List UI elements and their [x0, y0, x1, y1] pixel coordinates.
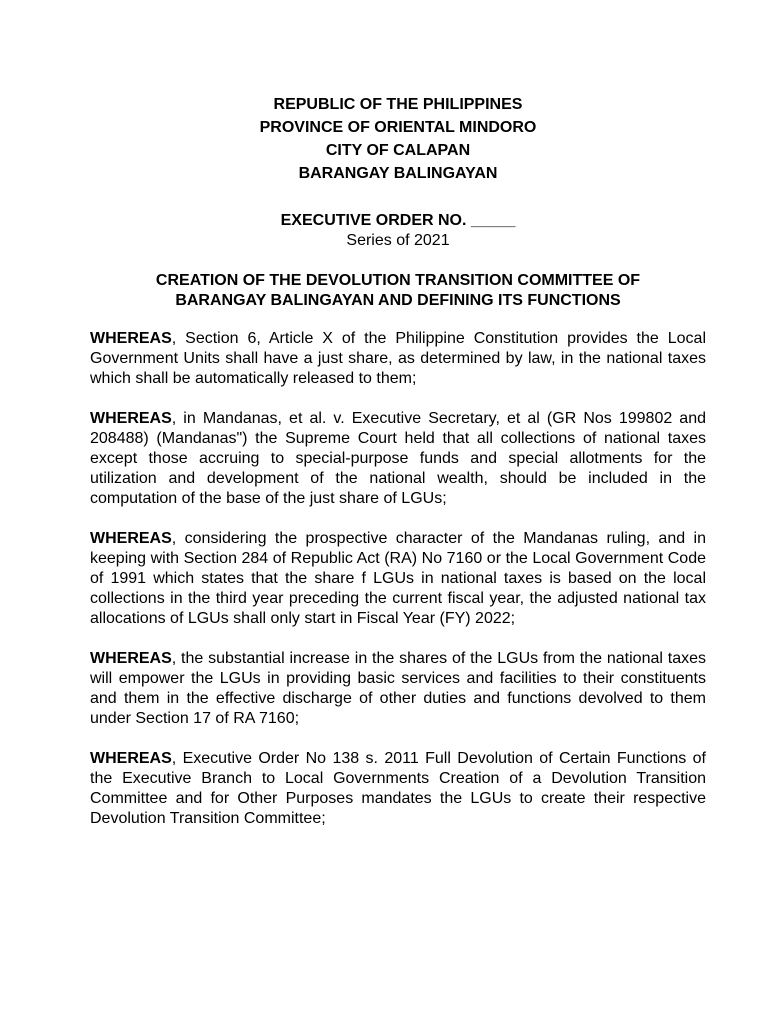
letterhead-city: CITY OF CALAPAN — [325, 142, 471, 159]
executive-order-number: EXECUTIVE ORDER NO. _____ — [280, 212, 516, 229]
whereas-text: , Section 6, Article X of the Philippine Constitution provides the Local Government Units shall have a just share, as determined by law, in the national taxes which shall be automatically released to them; — [90, 330, 706, 387]
whereas-lead: WHEREAS — [90, 650, 172, 667]
document-title-line-2: BARANGAY BALINGAYAN AND DEFINING ITS FUNCTIONS — [175, 292, 621, 309]
whereas-lead: WHEREAS — [90, 530, 172, 547]
whereas-text: , in Mandanas, et al. v. Executive Secretary, et al (GR Nos 199802 and 208488) (Mandanas") the Supreme Court held that all collections of national taxes except those accruing to special-purpose funds and special allotments for the utilization and development of the national wealth, should be included in the computation of the base of the just share of LGUs; — [90, 410, 706, 507]
whereas-text: , considering the prospective character of the Mandanas ruling, and in keeping with Section 284 of Republic Act (RA) No 7160 or the Local Government Code of 1991 which states that the share f LGUs in national taxes is based on the local collections in the third year preceding the current fiscal year, the adjusted national tax allocations of LGUs shall only start in Fiscal Year (FY) 2022; — [90, 530, 706, 627]
whereas-lead: WHEREAS — [90, 750, 172, 767]
whereas-clause-5 — [90, 749, 706, 829]
whereas-clause-4 — [90, 649, 706, 729]
document-title-line-1: CREATION OF THE DEVOLUTION TRANSITION COMMITTEE OF — [155, 272, 641, 289]
whereas-text: , Executive Order No 138 s. 2011 Full Devolution of Certain Functions of the Executive Branch to Local Governments Creation of a Devolution Transition Committee and for Other Purposes mandates the LGUs to create their respective Devolution Transition Committee; — [90, 750, 706, 827]
executive-order-block — [90, 211, 706, 251]
whereas-clause-1 — [90, 329, 706, 389]
letterhead — [90, 93, 706, 185]
whereas-lead: WHEREAS — [90, 410, 172, 427]
executive-order-series: Series of 2021 — [346, 232, 450, 249]
letterhead-province: PROVINCE OF ORIENTAL MINDORO — [259, 119, 537, 136]
letterhead-republic: REPUBLIC OF THE PHILIPPINES — [273, 96, 523, 113]
whereas-clause-2 — [90, 409, 706, 509]
document-title — [90, 271, 706, 311]
document-page — [90, 93, 706, 845]
whereas-lead: WHEREAS — [90, 330, 172, 347]
whereas-clause-3 — [90, 529, 706, 629]
letterhead-barangay: BARANGAY BALINGAYAN — [298, 165, 498, 182]
whereas-text: , the substantial increase in the shares of the LGUs from the national taxes will empower the LGUs in providing basic services and facilities to their constituents and them in the effective discharge of other duties and functions devolved to them under Section 17 of RA 7160; — [90, 650, 706, 727]
